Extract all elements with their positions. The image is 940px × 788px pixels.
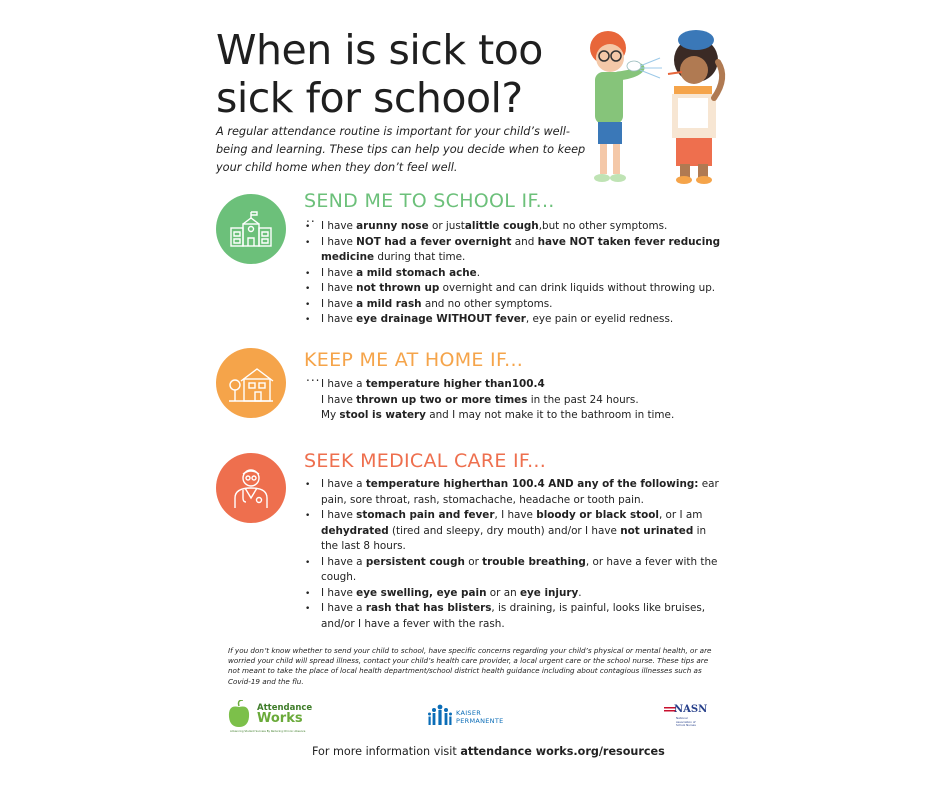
kaiser-line1: KAISER — [456, 709, 482, 717]
text-segment: and no other symptoms. — [421, 297, 553, 310]
text-segment: . — [578, 586, 582, 599]
attendance-works-tagline: Advancing Student Success By Reducing Chronic Absence — [230, 730, 306, 733]
list-item — [305, 508, 725, 555]
text-segment: My — [321, 409, 340, 421]
sick-children-illustration — [568, 14, 740, 190]
house-icon — [227, 363, 275, 403]
kaiser-line2: PERMANENTE — [456, 717, 504, 725]
text-segment: I have — [321, 393, 357, 406]
section-heading-seek-medical-care: SEEK MEDICAL CARE IF... — [304, 450, 547, 472]
bold-text: have NOT taken fever reducing medicine — [321, 235, 721, 263]
school-icon-badge — [216, 194, 286, 264]
bold-text: eye drainage WITHOUT fever — [356, 313, 526, 325]
text-segment: I have a — [321, 478, 366, 490]
bold-text: NOT had a fever overnight — [356, 235, 512, 248]
keep-at-home-list — [305, 377, 725, 424]
kaiser-figures-icon — [428, 704, 452, 726]
text-segment: in the past 24 hours. — [527, 393, 639, 406]
bold-text: arunny nose — [356, 220, 429, 232]
attendance-works-line1: Attendance — [257, 703, 313, 713]
text-segment: I have a — [321, 555, 366, 568]
list-item — [305, 601, 725, 632]
section-heading-send-to-school: SEND ME TO SCHOOL IF... — [304, 190, 555, 212]
send-to-school-list — [305, 219, 725, 328]
school-building-icon — [228, 210, 274, 248]
text-segment: during that time. — [374, 251, 466, 263]
section-heading-keep-at-home: KEEP ME AT HOME IF... — [304, 349, 524, 371]
text-segment: , eye pain or eyelid redness. — [525, 313, 674, 325]
text-segment: or — [464, 555, 483, 568]
text-segment: I have a — [321, 602, 366, 614]
list-item — [305, 235, 725, 266]
bold-text: eye swelling, eye pain — [356, 586, 487, 599]
attendance-works-line2: Works — [257, 711, 303, 726]
text-segment: I have — [321, 586, 357, 599]
text-segment: or an — [486, 586, 520, 599]
bold-text: a mild stomach ache — [356, 266, 477, 279]
bold-text: not urinated — [620, 524, 694, 537]
list-item — [305, 312, 725, 328]
bold-text: dehydrated — [321, 524, 389, 537]
doctor-icon — [231, 466, 271, 510]
list-item — [305, 266, 725, 282]
home-icon-badge — [216, 348, 286, 418]
text-segment: , or have a fever with the cough. — [321, 555, 718, 583]
text-segment: overnight and can drink liquids without throwing up. — [439, 282, 716, 294]
footnote-text: If you don’t know whether to send your child to school, have specific concerns regarding your child’s physical or mental health, or are worried your child will spread illness, contact your child’s health care provider, a local urgent care or the school nurse. These tips are not meant to take the place of local health department/school district health guidance including about contagious illnesses such as Covid-19 and the flu. — [228, 646, 712, 686]
text-segment: I have — [321, 266, 357, 279]
nasn-line2: National Association of School Nurses — [676, 716, 696, 728]
bold-text: temperature higherthan 100.4 AND any of the following: — [365, 478, 699, 490]
ellipsis-dots: .. — [306, 211, 316, 225]
text-segment: ear pain, sore throat, rash, stomachache, headache or tooth pain. — [321, 478, 719, 506]
text-segment: I have a — [321, 378, 366, 390]
bold-text: temperature higher than100.4 — [365, 378, 545, 390]
text-segment: I have — [321, 235, 357, 248]
bold-text: persistent cough — [365, 555, 465, 568]
text-segment: in the last 8 hours. — [321, 524, 707, 552]
list-item — [305, 219, 725, 235]
text-segment: I have — [321, 297, 357, 310]
seek-medical-care-list — [305, 477, 725, 632]
page-title: When is sick too sick for school? — [216, 26, 543, 122]
bold-text: not thrown up — [356, 282, 440, 294]
text-segment: I have — [321, 282, 357, 294]
bold-text: thrown up two or more times — [356, 393, 528, 406]
bold-text: a mild rash — [356, 297, 422, 310]
list-item — [305, 393, 725, 409]
text-segment: . — [476, 266, 481, 279]
more-info-prefix: For more information visit — [312, 745, 461, 758]
bold-text: eye injury — [519, 586, 579, 599]
intro-text: A regular attendance routine is important for your child’s well-being and learning. These tips can help you decide when to keep your child home when they don’t feel well. — [216, 125, 586, 174]
text-segment: or just — [428, 220, 465, 232]
more-info-line — [312, 745, 665, 758]
list-item — [305, 281, 725, 297]
list-item — [305, 586, 725, 602]
doctor-icon-badge — [216, 453, 286, 523]
nasn-line1: NASN — [674, 704, 708, 715]
text-segment: , I have — [494, 509, 537, 521]
text-segment: , is draining, is painful, looks like bruises, and/or I have a fever with the rash. — [321, 602, 706, 630]
list-item — [305, 477, 725, 508]
text-segment: I have — [321, 313, 357, 325]
text-segment: I have — [321, 220, 357, 232]
attendance-works-logo — [228, 700, 312, 736]
bold-text: alittle cough — [464, 220, 539, 232]
nasn-logo — [664, 704, 706, 734]
apple-icon — [228, 700, 250, 728]
bold-text: stool is watery — [339, 409, 426, 421]
bold-text: rash that has blisters — [365, 602, 492, 614]
bold-text: bloody or black stool — [536, 509, 659, 521]
text-segment: and — [511, 235, 538, 248]
bold-text: stomach pain and fever — [356, 509, 495, 521]
text-segment: I have — [321, 509, 357, 521]
ellipsis-dots: ... — [306, 370, 321, 384]
list-item — [305, 377, 725, 393]
bold-text: trouble breathing — [482, 555, 586, 568]
kaiser-permanente-logo — [428, 704, 518, 728]
more-info-link[interactable]: attendance works.org/resources — [460, 745, 665, 758]
text-segment: (tired and sleepy, dry mouth) and/or I have — [388, 524, 621, 537]
list-item — [305, 297, 725, 313]
text-segment: ,but no other symptoms. — [538, 220, 668, 232]
list-item — [305, 555, 725, 586]
text-segment: and I may not make it to the bathroom in time. — [425, 409, 675, 421]
text-segment: , or I am — [658, 509, 703, 521]
list-item — [305, 408, 725, 424]
